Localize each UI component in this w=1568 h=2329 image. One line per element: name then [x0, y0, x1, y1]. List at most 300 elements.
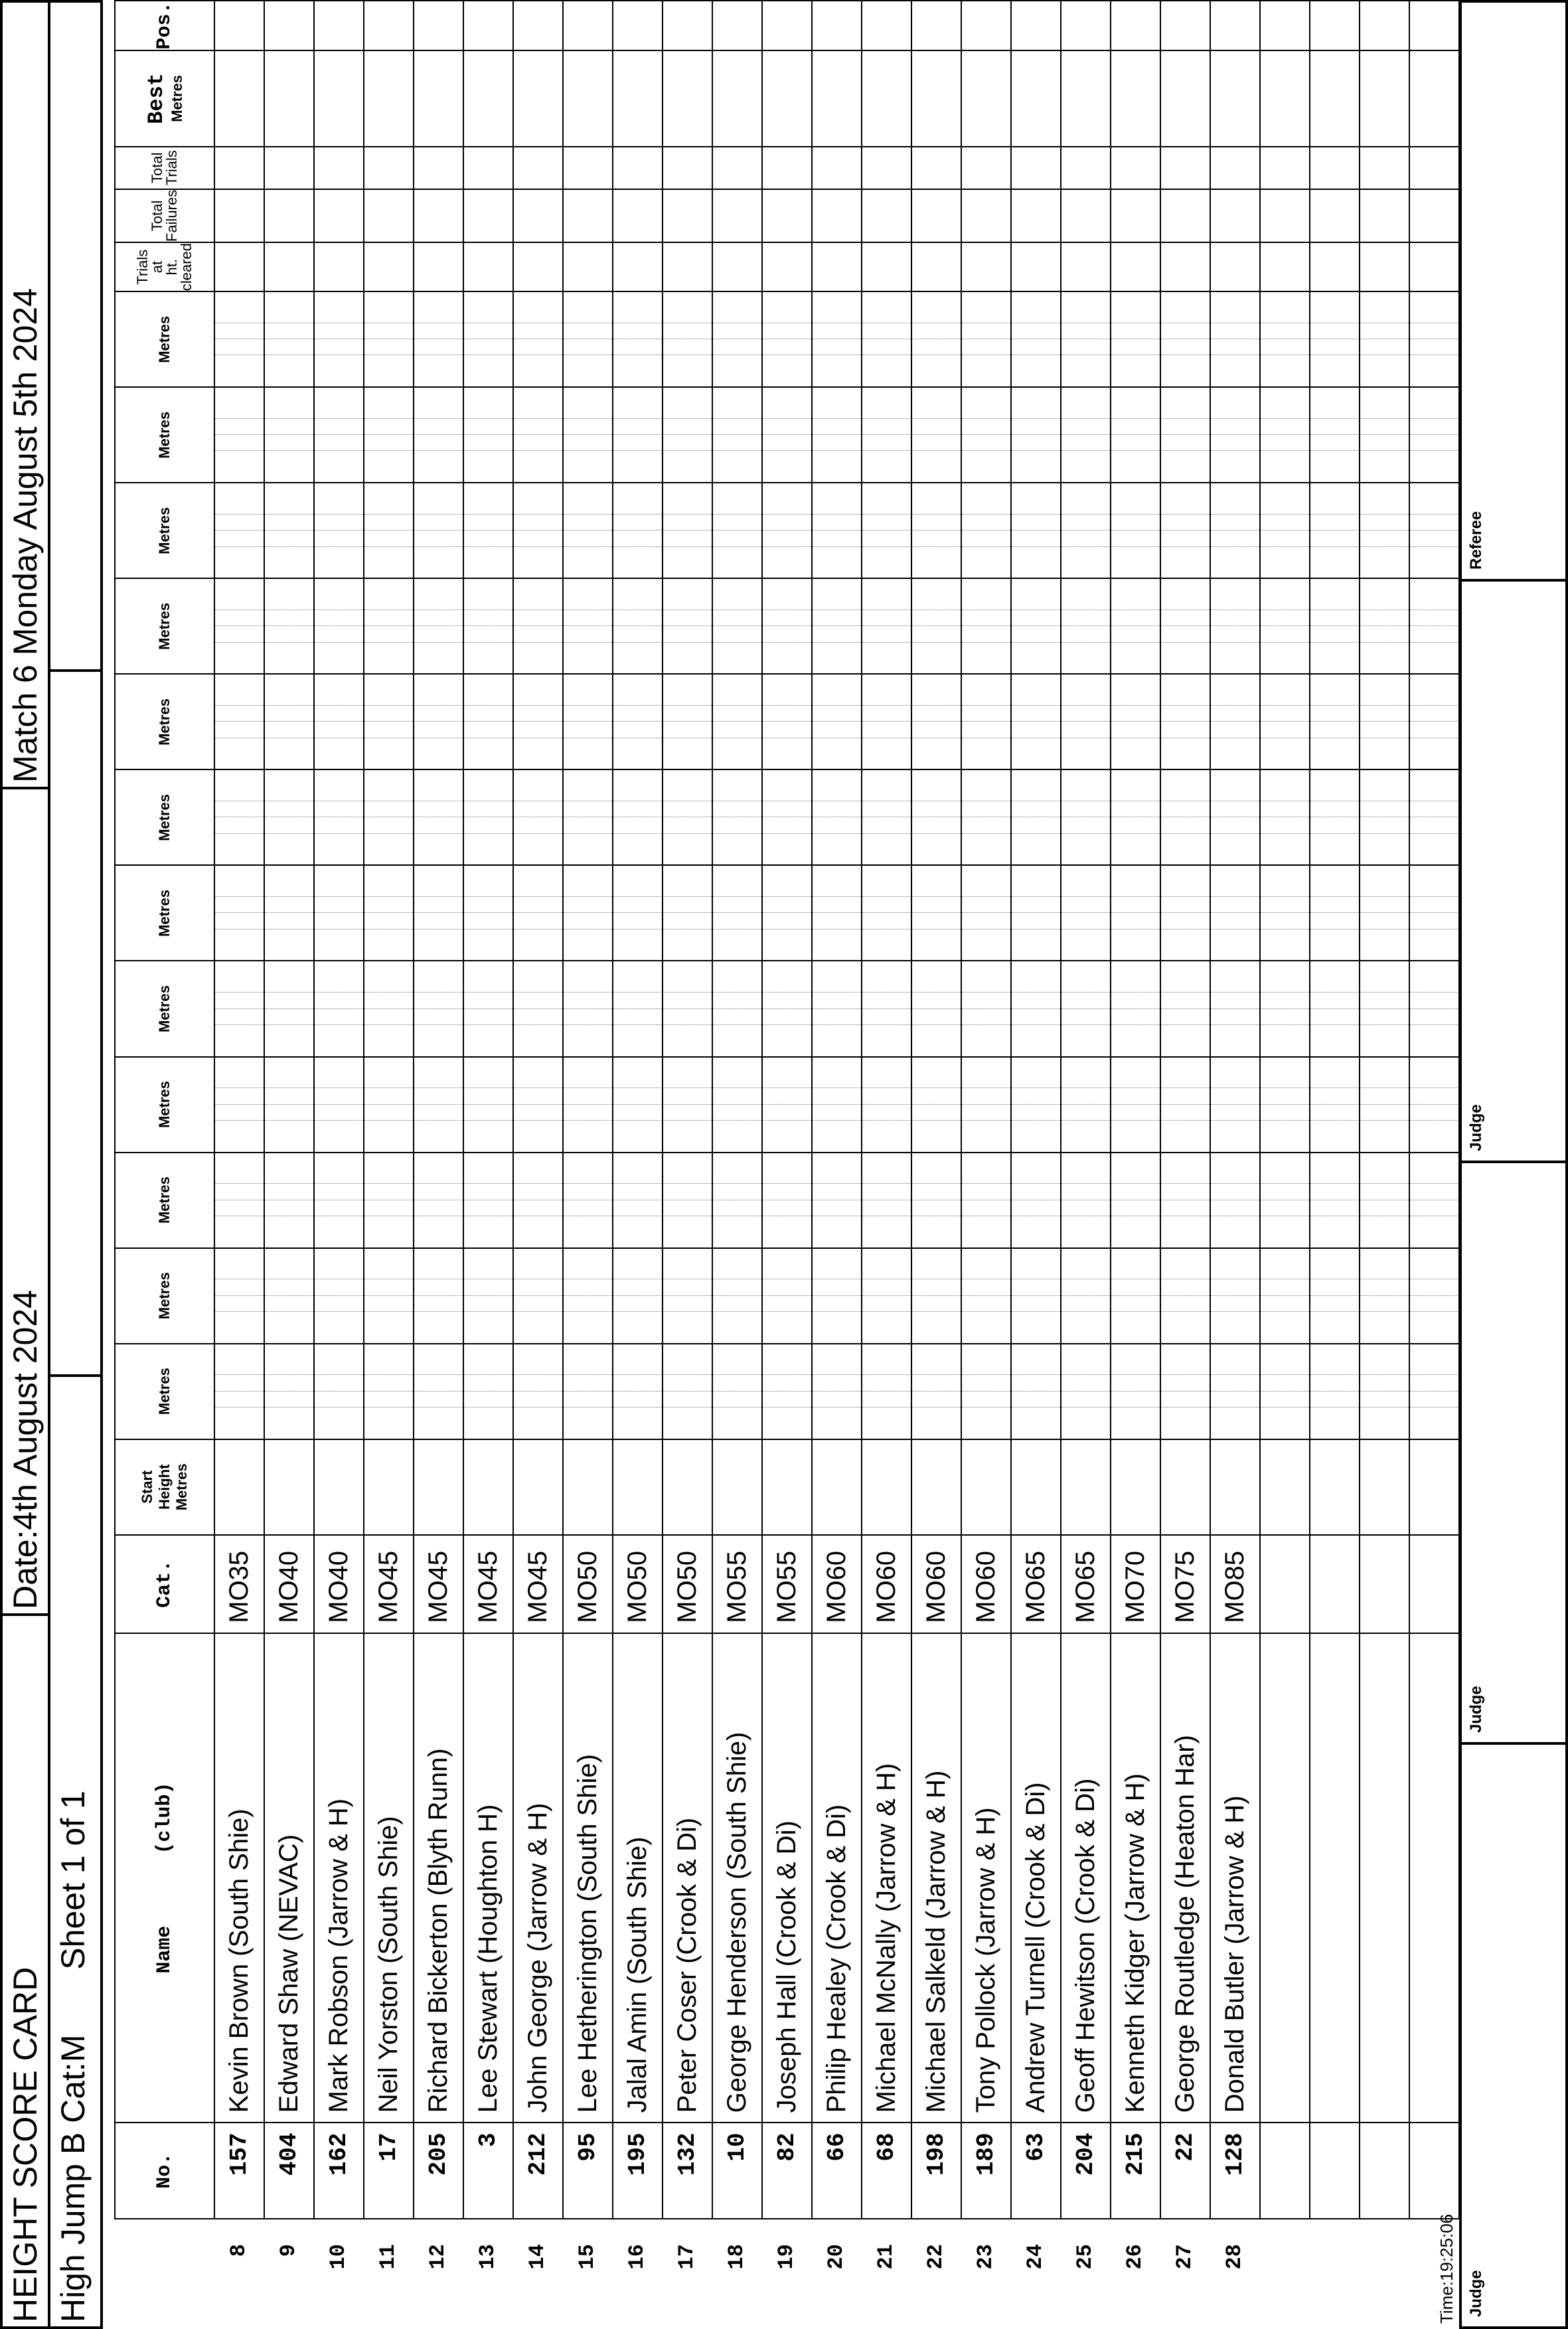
metres-cell[interactable] — [214, 291, 264, 387]
metres-cell[interactable] — [762, 483, 812, 578]
total-trials-cell[interactable] — [513, 147, 563, 189]
metres-cell[interactable] — [264, 961, 314, 1057]
start-height-cell[interactable] — [463, 1439, 513, 1535]
total-trials-cell[interactable] — [862, 147, 911, 189]
metres-cell[interactable] — [1061, 1153, 1111, 1248]
total-failures-cell[interactable] — [214, 189, 264, 242]
metres-cell[interactable] — [1111, 1057, 1160, 1153]
metres-cell[interactable] — [911, 865, 961, 961]
metres-cell[interactable] — [961, 961, 1011, 1057]
metres-cell[interactable] — [1310, 483, 1360, 578]
trials-at-cell[interactable] — [264, 242, 314, 291]
metres-cell[interactable] — [1210, 1344, 1260, 1439]
trials-at-cell[interactable] — [812, 242, 862, 291]
metres-cell[interactable] — [1061, 483, 1111, 578]
metres-cell[interactable] — [1409, 483, 1459, 578]
metres-cell[interactable] — [812, 961, 862, 1057]
trials-at-cell[interactable] — [364, 242, 414, 291]
metres-cell[interactable] — [762, 1057, 812, 1153]
start-height-cell[interactable] — [513, 1439, 563, 1535]
metres-cell[interactable] — [214, 483, 264, 578]
metres-cell[interactable] — [862, 674, 911, 769]
metres-cell[interactable] — [1011, 291, 1061, 387]
metres-cell[interactable] — [414, 578, 463, 674]
total-failures-cell[interactable] — [961, 189, 1011, 242]
metres-cell[interactable] — [712, 865, 762, 961]
metres-cell[interactable] — [414, 865, 463, 961]
metres-cell[interactable] — [314, 961, 364, 1057]
metres-cell[interactable] — [463, 769, 513, 865]
metres-cell[interactable] — [1409, 961, 1459, 1057]
metres-cell[interactable] — [1360, 1248, 1409, 1344]
metres-cell[interactable] — [1310, 674, 1360, 769]
metres-cell[interactable] — [1310, 1248, 1360, 1344]
metres-cell[interactable] — [1210, 578, 1260, 674]
metres-cell[interactable] — [264, 674, 314, 769]
position-cell[interactable] — [1260, 1, 1310, 50]
metres-cell[interactable] — [1160, 769, 1210, 865]
trials-at-cell[interactable] — [1011, 242, 1061, 291]
metres-cell[interactable] — [463, 1153, 513, 1248]
metres-cell[interactable] — [1210, 769, 1260, 865]
start-height-cell[interactable] — [314, 1439, 364, 1535]
start-height-cell[interactable] — [264, 1439, 314, 1535]
metres-cell[interactable] — [314, 1344, 364, 1439]
metres-cell[interactable] — [364, 961, 414, 1057]
position-cell[interactable] — [214, 1, 264, 50]
start-height-cell[interactable] — [1111, 1439, 1160, 1535]
metres-cell[interactable] — [1360, 865, 1409, 961]
metres-cell[interactable] — [1011, 769, 1061, 865]
metres-cell[interactable] — [961, 769, 1011, 865]
metres-cell[interactable] — [1360, 1344, 1409, 1439]
metres-cell[interactable] — [762, 674, 812, 769]
metres-cell[interactable] — [1061, 865, 1111, 961]
metres-cell[interactable] — [663, 865, 712, 961]
metres-cell[interactable] — [1061, 769, 1111, 865]
total-trials-cell[interactable] — [712, 147, 762, 189]
total-failures-cell[interactable] — [911, 189, 961, 242]
trials-at-cell[interactable] — [911, 242, 961, 291]
metres-cell[interactable] — [414, 961, 463, 1057]
position-cell[interactable] — [1011, 1, 1061, 50]
metres-cell[interactable] — [264, 865, 314, 961]
start-height-cell[interactable] — [1260, 1439, 1310, 1535]
metres-cell[interactable] — [1360, 1153, 1409, 1248]
metres-cell[interactable] — [1111, 483, 1160, 578]
metres-cell[interactable] — [314, 387, 364, 483]
metres-cell[interactable] — [762, 387, 812, 483]
metres-cell[interactable] — [712, 1248, 762, 1344]
metres-cell[interactable] — [1210, 961, 1260, 1057]
metres-cell[interactable] — [712, 674, 762, 769]
metres-cell[interactable] — [712, 387, 762, 483]
metres-cell[interactable] — [1360, 291, 1409, 387]
metres-cell[interactable] — [812, 387, 862, 483]
metres-cell[interactable] — [1061, 1248, 1111, 1344]
total-trials-cell[interactable] — [314, 147, 364, 189]
metres-cell[interactable] — [1011, 578, 1061, 674]
trials-at-cell[interactable] — [1160, 242, 1210, 291]
position-cell[interactable] — [961, 1, 1011, 50]
metres-cell[interactable] — [862, 1153, 911, 1248]
start-height-cell[interactable] — [364, 1439, 414, 1535]
position-cell[interactable] — [264, 1, 314, 50]
position-cell[interactable] — [513, 1, 563, 50]
trials-at-cell[interactable] — [1210, 242, 1260, 291]
metres-cell[interactable] — [463, 1057, 513, 1153]
metres-cell[interactable] — [1310, 1057, 1360, 1153]
metres-cell[interactable] — [613, 483, 663, 578]
metres-cell[interactable] — [1260, 1344, 1310, 1439]
metres-cell[interactable] — [463, 387, 513, 483]
metres-cell[interactable] — [264, 291, 314, 387]
metres-cell[interactable] — [762, 1344, 812, 1439]
metres-cell[interactable] — [862, 961, 911, 1057]
total-trials-cell[interactable] — [364, 147, 414, 189]
metres-cell[interactable] — [264, 1057, 314, 1153]
metres-cell[interactable] — [1160, 387, 1210, 483]
trials-at-cell[interactable] — [1111, 242, 1160, 291]
metres-cell[interactable] — [1111, 769, 1160, 865]
total-trials-cell[interactable] — [414, 147, 463, 189]
start-height-cell[interactable] — [712, 1439, 762, 1535]
total-failures-cell[interactable] — [1360, 189, 1409, 242]
start-height-cell[interactable] — [563, 1439, 613, 1535]
best-cell[interactable] — [414, 50, 463, 147]
metres-cell[interactable] — [1310, 961, 1360, 1057]
metres-cell[interactable] — [264, 1344, 314, 1439]
metres-cell[interactable] — [214, 865, 264, 961]
metres-cell[interactable] — [214, 1248, 264, 1344]
metres-cell[interactable] — [563, 1153, 613, 1248]
best-cell[interactable] — [364, 50, 414, 147]
metres-cell[interactable] — [1160, 1248, 1210, 1344]
total-trials-cell[interactable] — [1260, 147, 1310, 189]
position-cell[interactable] — [1310, 1, 1360, 50]
total-failures-cell[interactable] — [1111, 189, 1160, 242]
trials-at-cell[interactable] — [414, 242, 463, 291]
metres-cell[interactable] — [364, 674, 414, 769]
metres-cell[interactable] — [1360, 483, 1409, 578]
metres-cell[interactable] — [911, 1057, 961, 1153]
trials-at-cell[interactable] — [563, 242, 613, 291]
trials-at-cell[interactable] — [1061, 242, 1111, 291]
metres-cell[interactable] — [1210, 674, 1260, 769]
metres-cell[interactable] — [762, 865, 812, 961]
total-failures-cell[interactable] — [1310, 189, 1360, 242]
start-height-cell[interactable] — [911, 1439, 961, 1535]
metres-cell[interactable] — [1011, 1248, 1061, 1344]
metres-cell[interactable] — [513, 961, 563, 1057]
metres-cell[interactable] — [364, 1344, 414, 1439]
total-trials-cell[interactable] — [563, 147, 613, 189]
metres-cell[interactable] — [1160, 674, 1210, 769]
metres-cell[interactable] — [663, 769, 712, 865]
metres-cell[interactable] — [1260, 1248, 1310, 1344]
metres-cell[interactable] — [414, 1057, 463, 1153]
metres-cell[interactable] — [314, 674, 364, 769]
total-failures-cell[interactable] — [712, 189, 762, 242]
trials-at-cell[interactable] — [613, 242, 663, 291]
metres-cell[interactable] — [1260, 1057, 1310, 1153]
metres-cell[interactable] — [1011, 961, 1061, 1057]
total-failures-cell[interactable] — [414, 189, 463, 242]
start-height-cell[interactable] — [862, 1439, 911, 1535]
metres-cell[interactable] — [1260, 865, 1310, 961]
judge-signature-1[interactable]: Judge — [1467, 2270, 1485, 2317]
metres-cell[interactable] — [1111, 961, 1160, 1057]
trials-at-cell[interactable] — [214, 242, 264, 291]
metres-cell[interactable] — [1409, 1248, 1459, 1344]
metres-cell[interactable] — [1409, 1057, 1459, 1153]
metres-cell[interactable] — [1360, 387, 1409, 483]
position-cell[interactable] — [414, 1, 463, 50]
metres-cell[interactable] — [513, 1057, 563, 1153]
metres-cell[interactable] — [1260, 961, 1310, 1057]
metres-cell[interactable] — [961, 1248, 1011, 1344]
trials-at-cell[interactable] — [1409, 242, 1459, 291]
start-height-cell[interactable] — [961, 1439, 1011, 1535]
metres-cell[interactable] — [762, 291, 812, 387]
referee-signature[interactable]: Referee — [1462, 3, 1565, 582]
metres-cell[interactable] — [911, 961, 961, 1057]
metres-cell[interactable] — [961, 578, 1011, 674]
metres-cell[interactable] — [1061, 578, 1111, 674]
total-trials-cell[interactable] — [812, 147, 862, 189]
judge-signature-2[interactable]: Judge — [1462, 1163, 1565, 1745]
metres-cell[interactable] — [563, 674, 613, 769]
metres-cell[interactable] — [1260, 769, 1310, 865]
metres-cell[interactable] — [712, 961, 762, 1057]
metres-cell[interactable] — [314, 291, 364, 387]
total-trials-cell[interactable] — [463, 147, 513, 189]
metres-cell[interactable] — [1011, 1057, 1061, 1153]
metres-cell[interactable] — [613, 387, 663, 483]
metres-cell[interactable] — [1111, 578, 1160, 674]
trials-at-cell[interactable] — [1310, 242, 1360, 291]
metres-cell[interactable] — [961, 1153, 1011, 1248]
metres-cell[interactable] — [513, 674, 563, 769]
metres-cell[interactable] — [961, 1057, 1011, 1153]
metres-cell[interactable] — [414, 291, 463, 387]
total-trials-cell[interactable] — [663, 147, 712, 189]
total-failures-cell[interactable] — [862, 189, 911, 242]
metres-cell[interactable] — [314, 1153, 364, 1248]
metres-cell[interactable] — [264, 1248, 314, 1344]
trials-at-cell[interactable] — [1360, 242, 1409, 291]
metres-cell[interactable] — [314, 1248, 364, 1344]
metres-cell[interactable] — [364, 483, 414, 578]
total-failures-cell[interactable] — [1409, 189, 1459, 242]
metres-cell[interactable] — [663, 1153, 712, 1248]
metres-cell[interactable] — [1061, 961, 1111, 1057]
metres-cell[interactable] — [613, 291, 663, 387]
metres-cell[interactable] — [1360, 578, 1409, 674]
metres-cell[interactable] — [1310, 865, 1360, 961]
total-failures-cell[interactable] — [1210, 189, 1260, 242]
total-trials-cell[interactable] — [911, 147, 961, 189]
metres-cell[interactable] — [414, 1153, 463, 1248]
best-cell[interactable] — [1011, 50, 1061, 147]
best-cell[interactable] — [1061, 50, 1111, 147]
metres-cell[interactable] — [513, 1344, 563, 1439]
total-trials-cell[interactable] — [1210, 147, 1260, 189]
metres-cell[interactable] — [214, 961, 264, 1057]
judge-signature-3[interactable]: Judge — [1462, 582, 1565, 1163]
start-height-cell[interactable] — [812, 1439, 862, 1535]
metres-cell[interactable] — [364, 1248, 414, 1344]
best-cell[interactable] — [1310, 50, 1360, 147]
total-failures-cell[interactable] — [264, 189, 314, 242]
metres-cell[interactable] — [911, 674, 961, 769]
best-cell[interactable] — [663, 50, 712, 147]
metres-cell[interactable] — [911, 769, 961, 865]
metres-cell[interactable] — [1409, 1153, 1459, 1248]
total-trials-cell[interactable] — [1061, 147, 1111, 189]
metres-cell[interactable] — [613, 1248, 663, 1344]
metres-cell[interactable] — [712, 1057, 762, 1153]
metres-cell[interactable] — [214, 674, 264, 769]
metres-cell[interactable] — [712, 578, 762, 674]
metres-cell[interactable] — [1260, 291, 1310, 387]
total-failures-cell[interactable] — [762, 189, 812, 242]
metres-cell[interactable] — [314, 483, 364, 578]
metres-cell[interactable] — [463, 1344, 513, 1439]
metres-cell[interactable] — [513, 483, 563, 578]
trials-at-cell[interactable] — [762, 242, 812, 291]
metres-cell[interactable] — [961, 674, 1011, 769]
total-failures-cell[interactable] — [1011, 189, 1061, 242]
metres-cell[interactable] — [1111, 291, 1160, 387]
metres-cell[interactable] — [364, 865, 414, 961]
best-cell[interactable] — [613, 50, 663, 147]
position-cell[interactable] — [712, 1, 762, 50]
metres-cell[interactable] — [613, 1153, 663, 1248]
metres-cell[interactable] — [1409, 1344, 1459, 1439]
position-cell[interactable] — [1160, 1, 1210, 50]
start-height-cell[interactable] — [214, 1439, 264, 1535]
metres-cell[interactable] — [563, 387, 613, 483]
total-trials-cell[interactable] — [613, 147, 663, 189]
metres-cell[interactable] — [1061, 291, 1111, 387]
metres-cell[interactable] — [1210, 291, 1260, 387]
metres-cell[interactable] — [663, 578, 712, 674]
metres-cell[interactable] — [214, 578, 264, 674]
metres-cell[interactable] — [1111, 1248, 1160, 1344]
start-height-cell[interactable] — [663, 1439, 712, 1535]
metres-cell[interactable] — [214, 1153, 264, 1248]
total-trials-cell[interactable] — [1409, 147, 1459, 189]
metres-cell[interactable] — [762, 1153, 812, 1248]
position-cell[interactable] — [1360, 1, 1409, 50]
metres-cell[interactable] — [1061, 1344, 1111, 1439]
metres-cell[interactable] — [1111, 674, 1160, 769]
total-trials-cell[interactable] — [961, 147, 1011, 189]
best-cell[interactable] — [314, 50, 364, 147]
metres-cell[interactable] — [762, 769, 812, 865]
metres-cell[interactable] — [463, 483, 513, 578]
metres-cell[interactable] — [364, 387, 414, 483]
total-failures-cell[interactable] — [1260, 189, 1310, 242]
position-cell[interactable] — [463, 1, 513, 50]
metres-cell[interactable] — [613, 769, 663, 865]
metres-cell[interactable] — [961, 387, 1011, 483]
metres-cell[interactable] — [513, 769, 563, 865]
metres-cell[interactable] — [364, 1153, 414, 1248]
metres-cell[interactable] — [1011, 387, 1061, 483]
metres-cell[interactable] — [712, 1153, 762, 1248]
total-trials-cell[interactable] — [1310, 147, 1360, 189]
total-trials-cell[interactable] — [1011, 147, 1061, 189]
metres-cell[interactable] — [812, 769, 862, 865]
metres-cell[interactable] — [264, 578, 314, 674]
best-cell[interactable] — [264, 50, 314, 147]
metres-cell[interactable] — [463, 291, 513, 387]
best-cell[interactable] — [1260, 50, 1310, 147]
best-cell[interactable] — [563, 50, 613, 147]
metres-cell[interactable] — [812, 1248, 862, 1344]
metres-cell[interactable] — [264, 387, 314, 483]
best-cell[interactable] — [463, 50, 513, 147]
trials-at-cell[interactable] — [463, 242, 513, 291]
metres-cell[interactable] — [513, 387, 563, 483]
start-height-cell[interactable] — [1360, 1439, 1409, 1535]
start-height-cell[interactable] — [762, 1439, 812, 1535]
metres-cell[interactable] — [1409, 865, 1459, 961]
position-cell[interactable] — [1409, 1, 1459, 50]
metres-cell[interactable] — [1011, 1344, 1061, 1439]
metres-cell[interactable] — [1011, 674, 1061, 769]
metres-cell[interactable] — [1360, 674, 1409, 769]
metres-cell[interactable] — [563, 483, 613, 578]
position-cell[interactable] — [364, 1, 414, 50]
metres-cell[interactable] — [463, 961, 513, 1057]
metres-cell[interactable] — [414, 769, 463, 865]
start-height-cell[interactable] — [1310, 1439, 1360, 1535]
best-cell[interactable] — [1111, 50, 1160, 147]
best-cell[interactable] — [762, 50, 812, 147]
metres-cell[interactable] — [1260, 483, 1310, 578]
metres-cell[interactable] — [862, 1248, 911, 1344]
start-height-cell[interactable] — [1061, 1439, 1111, 1535]
start-height-cell[interactable] — [1160, 1439, 1210, 1535]
total-failures-cell[interactable] — [463, 189, 513, 242]
metres-cell[interactable] — [1160, 1153, 1210, 1248]
metres-cell[interactable] — [314, 1057, 364, 1153]
metres-cell[interactable] — [1409, 769, 1459, 865]
trials-at-cell[interactable] — [862, 242, 911, 291]
total-failures-cell[interactable] — [812, 189, 862, 242]
metres-cell[interactable] — [862, 578, 911, 674]
position-cell[interactable] — [563, 1, 613, 50]
metres-cell[interactable] — [364, 769, 414, 865]
best-cell[interactable] — [1409, 50, 1459, 147]
best-cell[interactable] — [712, 50, 762, 147]
metres-cell[interactable] — [712, 769, 762, 865]
metres-cell[interactable] — [663, 387, 712, 483]
metres-cell[interactable] — [663, 674, 712, 769]
metres-cell[interactable] — [712, 1344, 762, 1439]
metres-cell[interactable] — [1160, 1057, 1210, 1153]
metres-cell[interactable] — [1111, 1153, 1160, 1248]
total-failures-cell[interactable] — [364, 189, 414, 242]
metres-cell[interactable] — [1260, 1153, 1310, 1248]
metres-cell[interactable] — [1310, 769, 1360, 865]
metres-cell[interactable] — [1210, 483, 1260, 578]
metres-cell[interactable] — [513, 578, 563, 674]
best-cell[interactable] — [513, 50, 563, 147]
